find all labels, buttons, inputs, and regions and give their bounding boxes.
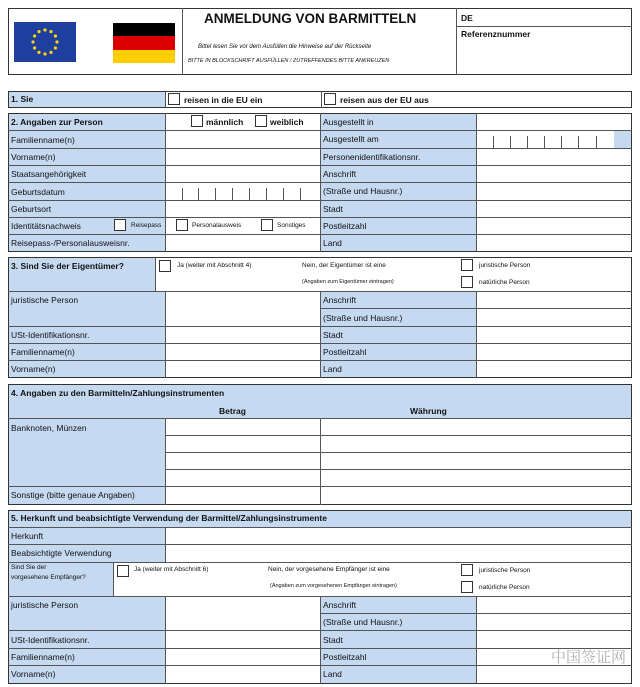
recipient-postcode-label: Postleitzahl (323, 652, 367, 662)
birthdate-field[interactable] (166, 183, 320, 200)
owner-yes-label: Ja (weiter mit Abschnitt 4) (177, 262, 252, 269)
owner-postcode-label: Postleitzahl (323, 347, 367, 357)
birthplace-label: Geburtsort (11, 204, 52, 214)
origin-label: Herkunft (11, 531, 44, 541)
recipient-city-label: Stadt (323, 635, 343, 645)
entering-eu-checkbox[interactable] (168, 93, 180, 105)
section2-title: 2. Angaben zur Person (11, 117, 103, 127)
banknotes-label: Banknoten, Münzen (11, 423, 87, 433)
section5-title: 5. Herkunft und beabsichtigte Verwendung der Barmittel/Zahlungsinstrumente (11, 513, 327, 523)
firstname-label: Vorname(n) (11, 152, 56, 162)
section1-title: 1. Sie (11, 94, 34, 104)
section3-title: 3. Sind Sie der Eigentümer? (11, 261, 124, 271)
passport-checkbox[interactable] (114, 219, 126, 231)
owner-city-label: Stadt (323, 330, 343, 340)
recipient-country-label: Land (323, 669, 342, 679)
city-label: Stadt (323, 204, 343, 214)
issued-on-label: Ausgestellt am (323, 134, 379, 144)
leaving-eu-checkbox[interactable] (324, 93, 336, 105)
postcode-label: Postleitzahl (323, 221, 367, 231)
owner-natural-checkbox[interactable] (461, 276, 473, 288)
recipient-surname-label: Familienname(n) (11, 652, 75, 662)
address-label: Anschrift (323, 169, 357, 179)
amount-column-header: Betrag (219, 406, 246, 416)
country-label: Land (323, 238, 342, 248)
other-id-option-label: Sonstiges (277, 222, 306, 229)
street-label: (Straße und Hausnr.) (323, 186, 403, 196)
recipient-no-note: (Angaben zum vorgesehenen Empfänger eintragen) (270, 583, 397, 589)
eu-flag-icon (14, 22, 76, 62)
recipient-question-line2: vorgesehene Empfänger? (11, 574, 86, 581)
owner-vat-label: USt-Identifikationsnr. (11, 330, 90, 340)
instructions-note: Bittel lesen Sie vor dem Ausfüllen die Hinweise auf der Rückseite (198, 44, 372, 50)
watermark: 中国签证网 (550, 649, 626, 666)
nationality-label: Staatsangehörigkeit (11, 169, 87, 179)
recipient-natural-checkbox[interactable] (461, 581, 473, 593)
owner-surname-label: Familienname(n) (11, 347, 75, 357)
issued-on-field[interactable] (477, 131, 614, 148)
recipient-question-line1: Sind Sie der (11, 564, 47, 571)
female-checkbox[interactable] (255, 115, 267, 127)
intended-use-label: Beabsichtigte Verwendung (11, 548, 112, 558)
owner-address-label: Anschrift (323, 295, 357, 305)
owner-street-label: (Straße und Hausnr.) (323, 313, 403, 323)
passport-number-label: Reisepass-/Personalausweisnr. (11, 238, 130, 248)
country-code: DE (461, 13, 473, 23)
form-title: ANMELDUNG VON BARMITTELN (204, 11, 417, 26)
leaving-eu-label: reisen aus der EU aus (340, 95, 429, 105)
owner-natural-label: natürliche Person (479, 279, 530, 286)
recipient-legal-checkbox[interactable] (461, 564, 473, 576)
recipient-address-label: Anschrift (323, 600, 357, 610)
section4-title: 4. Angaben zu den Barmitteln/Zahlungsinstrumenten (11, 388, 225, 398)
recipient-firstname-label: Vorname(n) (11, 669, 56, 679)
male-label: männlich (206, 117, 244, 127)
id-card-checkbox[interactable] (176, 219, 188, 231)
owner-firstname-label: Vorname(n) (11, 364, 56, 374)
owner-no-label: Nein, der Eigentümer ist eine (302, 262, 386, 269)
id-document-label: Identitätsnachweis (11, 221, 81, 231)
recipient-natural-label: natürliche Person (479, 584, 530, 591)
female-label: weiblich (270, 117, 304, 127)
recipient-yes-label: Ja (weiter mit Abschnitt 6) (134, 566, 209, 573)
recipient-legal-person-label: juristische Person (11, 600, 79, 610)
owner-no-note: (Angaben zum Eigentümer eintragen) (302, 279, 394, 285)
owner-country-label: Land (323, 364, 342, 374)
issued-in-label: Ausgestellt in (323, 117, 374, 127)
recipient-no-label: Nein, der vorgesehene Empfänger ist eine (268, 566, 390, 573)
currency-column-header: Währung (410, 406, 447, 416)
male-checkbox[interactable] (191, 115, 203, 127)
german-flag-icon (113, 23, 175, 63)
reference-number-label: Referenznummer (461, 29, 531, 39)
owner-yes-checkbox[interactable] (159, 260, 171, 272)
blockletter-note: BITTE IN BLOCKSCHRIFT AUSFÜLLEN / ZUTREFFENDES BITTE ANKREUZEN (188, 58, 390, 64)
owner-legal-label: juristische Person (479, 262, 531, 269)
personal-id-label: Personenidentifikationsnr. (323, 152, 421, 162)
recipient-vat-label: USt-Identifikationsnr. (11, 635, 90, 645)
passport-option-label: Reisepass (131, 222, 162, 229)
recipient-yes-checkbox[interactable] (117, 565, 129, 577)
owner-legal-person-label: juristische Person (11, 295, 79, 305)
other-id-checkbox[interactable] (261, 219, 273, 231)
other-instruments-label: Sonstige (bitte genaue Angaben) (11, 490, 135, 500)
id-card-option-label: Personalausweis (192, 222, 242, 229)
recipient-street-label: (Straße und Hausnr.) (323, 617, 403, 627)
surname-label: Familienname(n) (11, 135, 75, 145)
owner-legal-checkbox[interactable] (461, 259, 473, 271)
entering-eu-label: reisen in die EU ein (184, 95, 263, 105)
birthdate-label: Geburtsdatum (11, 187, 65, 197)
recipient-legal-label: juristische Person (479, 567, 531, 574)
